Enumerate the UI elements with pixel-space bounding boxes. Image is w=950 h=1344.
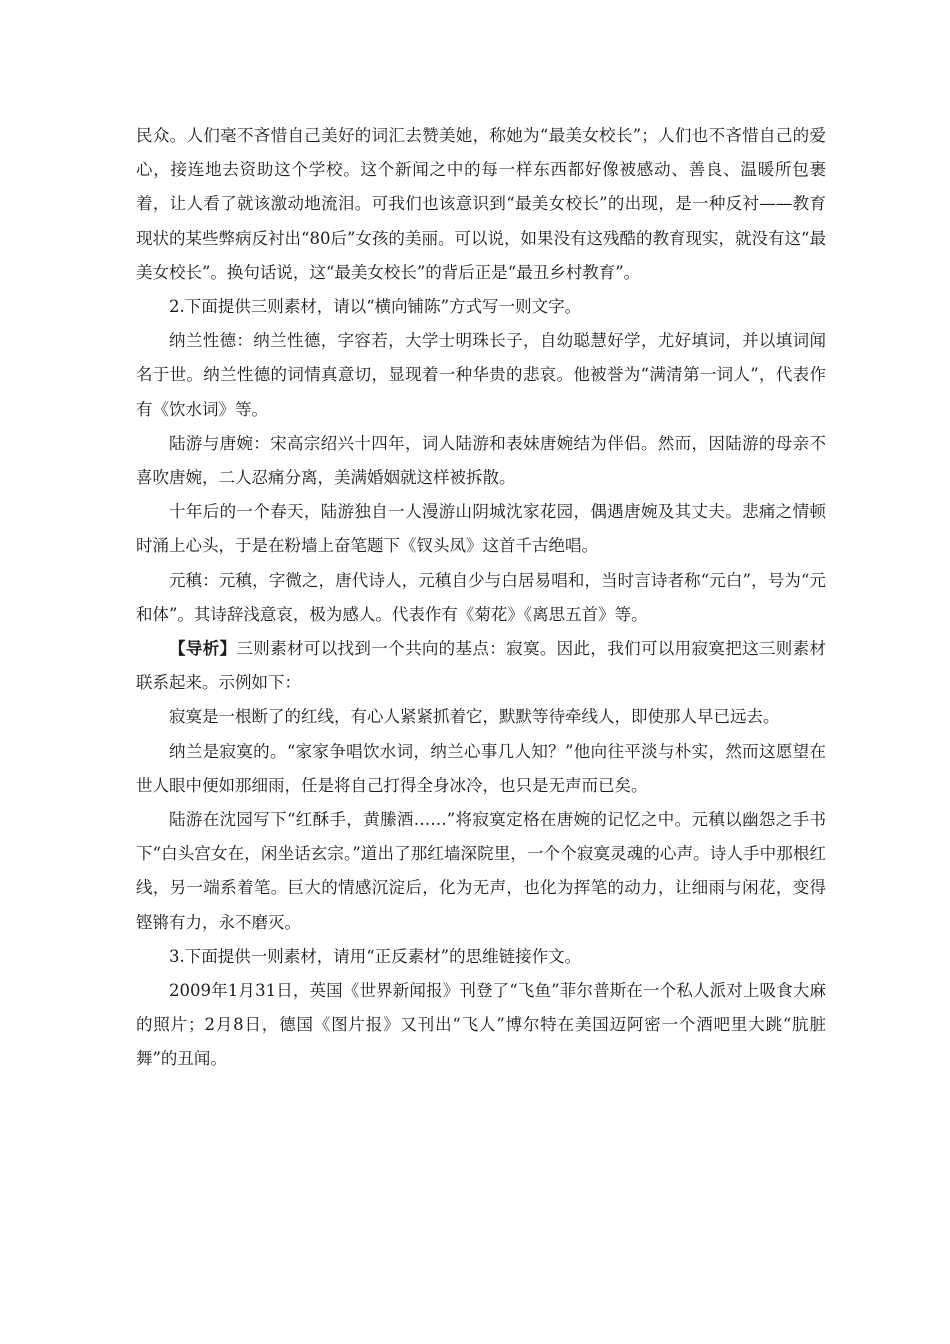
paragraph-text: 纳兰是寂寞的。“家家争唱饮水词，纳兰心事几人知？”他向往平淡与朴实，然而这愿望在世人眼中便如那细雨，任是将自己打得全身冰冷，也只是无声而已矣。 — [136, 741, 826, 795]
paragraph-6 — [136, 564, 826, 632]
paragraph-lead-label: 【导析】 — [169, 639, 237, 659]
paragraph-text: 十年后的一个春天，陆游独自一人漫游山阴城沈家花园，偶遇唐婉及其丈夫。悲痛之情顿时涌上心头，于是在粉墙上奋笔题下《钗头凤》这首千古绝唱。 — [136, 502, 826, 556]
paragraph-text: 陆游在沈园写下“红酥手，黄縢酒……”将寂寞定格在唐婉的记忆之中。元稹以幽怨之手书下“白头宫女在，闲坐话玄宗。”道出了那红墙深院里，一个个寂寞灵魂的心声。诗人手中那根红线，另一端系着笔。巨大的情感沉淀后，化为无声，也化为挥笔的动力，让细雨与闲花，变得铿锵有力，永不磨灭。 — [136, 810, 826, 932]
paragraph-text: 纳兰性德：纳兰性德，字容若，大学士明珠长子，自幼聪慧好学，尤好填词，并以填词闻名于世。纳兰性德的词情真意切，显现着一种华贵的悲哀。他被誉为“满清第一词人”，代表作有《饮水词》等。 — [136, 331, 826, 419]
paragraph-1 — [136, 119, 826, 290]
paragraph-text: 三则素材可以找到一个共向的基点：寂寞。因此，我们可以用寂寞把这三则素材联系起来。示例如下： — [136, 639, 827, 693]
paragraph-4 — [136, 427, 826, 495]
paragraph-text: 3.下面提供一则素材，请用“正反素材”的思维链接作文。 — [169, 946, 582, 966]
paragraph-text: 陆游与唐婉：宋高宗绍兴十四年，词人陆游和表妹唐婉结为伴侣。然而，因陆游的母亲不喜吹唐婉，二人忍痛分离，美满婚姻就这样被拆散。 — [136, 433, 826, 488]
paragraph-text: 2009年1月31日，英国《世界新闻报》刊登了“飞鱼”菲尔普斯在一个私人派对上吸食大麻的照片；2月8日，德国《图片报》又刊出“飞人”博尔特在美国迈阿密一个酒吧里大跳“肮脏舞”的丑闻。 — [136, 981, 826, 1069]
paragraph-text: 元稹：元稹，字微之，唐代诗人，元稹自少与白居易唱和，当时言诗者称“元白”，号为“元和体”。其诗辞浅意哀，极为感人。代表作有《菊花》《离思五首》等。 — [136, 570, 826, 624]
paragraph-text: 民众。人们毫不吝惜自己美好的词汇去赞美她，称她为“最美女校长”；人们也不吝惜自己的爱心，接连地去资助这个学校。这个新闻之中的每一样东西都好像被感动、善良、温暖所包裹着，让人看了就该激动地流泪。可我们也该意识到“最美女校长”的出现，是一种反衬——教育现状的某些弊病反衬出“80后”女孩的美丽。可以说，如果没有这残酷的教育现实，就没有这“最美女校长”。换句话说，这“最美女校长”的背后正是“最丑乡村教育”。 — [136, 126, 826, 282]
paragraph-text: 2.下面提供三则素材，请以“横向铺陈”方式写一则文字。 — [169, 297, 582, 317]
paragraph-text: 寂寞是一根断了的红线，有心人紧紧抓着它，默默等待牵线人，即使那人早已远去。 — [169, 707, 780, 727]
paragraph-11 — [136, 940, 826, 974]
paragraph-10 — [136, 803, 826, 940]
paragraph-5 — [136, 495, 826, 563]
paragraph-9 — [136, 735, 826, 803]
paragraph-2 — [136, 290, 826, 324]
paragraph-3 — [136, 324, 826, 427]
paragraph-12 — [136, 974, 826, 1077]
paragraph-8 — [136, 700, 826, 734]
paragraph-7 — [136, 632, 826, 700]
document-body — [136, 119, 826, 1077]
